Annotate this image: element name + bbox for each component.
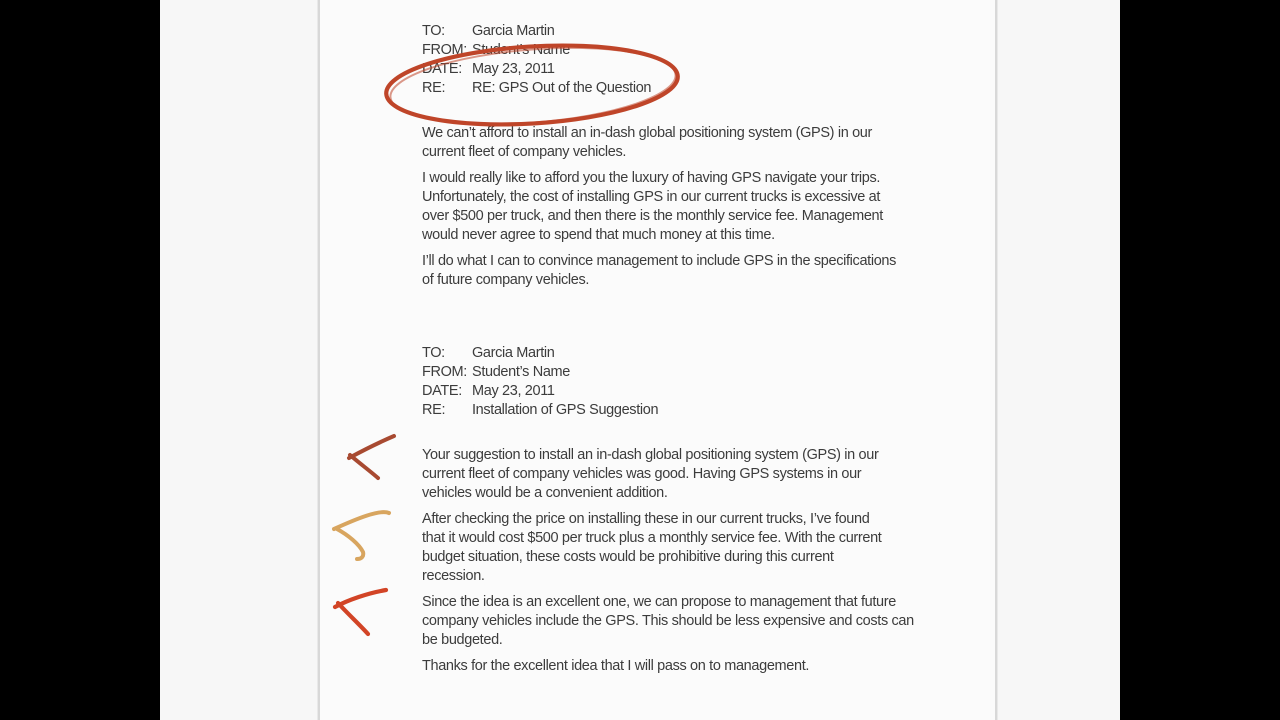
memo-1 [422,22,922,290]
memo-1-body [422,124,922,290]
memo-field-value: Garcia Martin [472,345,555,361]
text-line: I’ll do what I can to convince management to include GPS in the specifications [422,253,897,269]
memo-field-label: DATE: [422,383,462,399]
memo-field-to [422,344,922,363]
memo-field-label: FROM: [422,42,467,58]
memo-field-re [422,79,922,98]
text-line: Your suggestion to install an in-dash global positioning system (GPS) in our [422,447,879,463]
memo-field-value: Installation of GPS Suggestion [472,402,659,418]
text-line: current fleet of company vehicles. [422,144,627,160]
memo-field-from [422,41,922,60]
memo-field-value: Garcia Martin [472,23,555,39]
text-line: of future company vehicles. [422,272,590,288]
memo-field-value: May 23, 2011 [472,61,555,77]
memo-paragraph [422,593,922,650]
text-line: We can’t afford to install an in-dash global positioning system (GPS) in our [422,125,872,141]
text-line: I would really like to afford you the luxury of having GPS navigate your trips. [422,170,881,186]
memo-paragraph [422,252,922,290]
memo-field-label: DATE: [422,61,462,77]
text-line: Thanks for the excellent idea that I will pass on to management. [422,658,810,674]
text-line: Unfortunately, the cost of installing GPS in our current trucks is excessive at [422,189,881,205]
text-line: Since the idea is an excellent one, we can propose to management that future [422,594,896,610]
text-line: be budgeted. [422,632,503,648]
memo-paragraph [422,510,922,586]
text-line: recession. [422,568,485,584]
memo-field-value: RE: GPS Out of the Question [472,80,652,96]
text-line: that it would cost $500 per truck plus a monthly service fee. With the current [422,530,882,546]
memo-2-header [422,344,922,420]
memo-field-label: FROM: [422,364,467,380]
text-line: vehicles would be a convenient addition. [422,485,668,501]
memo-field-date [422,60,922,79]
memo-paragraph [422,446,922,503]
letterbox-left [0,0,160,720]
memo-1-header [422,22,922,98]
text-line: over $500 per truck, and then there is the monthly service fee. Management [422,208,883,224]
text-line: company vehicles include the GPS. This should be less expensive and costs can [422,613,914,629]
memo-paragraph [422,124,922,162]
letterbox-right [1120,0,1280,720]
video-stage[interactable] [160,0,1120,720]
memo-field-value: Student’s Name [472,364,571,380]
memo-2-body [422,446,922,676]
memo-field-value: Student’s Name [472,42,571,58]
memo-field-to [422,22,922,41]
memo-field-label: RE: [422,80,446,96]
text-line: After checking the price on installing these in our current trucks, I’ve found [422,511,870,527]
text-line: current fleet of company vehicles was good. Having GPS systems in our [422,466,862,482]
memo-content [422,22,922,683]
memo-field-label: TO: [422,23,445,39]
memo-field-re [422,401,922,420]
memo-field-label: RE: [422,402,446,418]
memo-field-value: May 23, 2011 [472,383,555,399]
memo-field-label: TO: [422,345,445,361]
memo-2 [422,344,922,676]
memo-field-date [422,382,922,401]
memo-field-from [422,363,922,382]
text-line: budget situation, these costs would be prohibitive during this current [422,549,834,565]
document-page [318,0,997,720]
memo-paragraph [422,657,922,676]
memo-paragraph [422,169,922,245]
text-line: would never agree to spend that much money at this time. [422,227,775,243]
